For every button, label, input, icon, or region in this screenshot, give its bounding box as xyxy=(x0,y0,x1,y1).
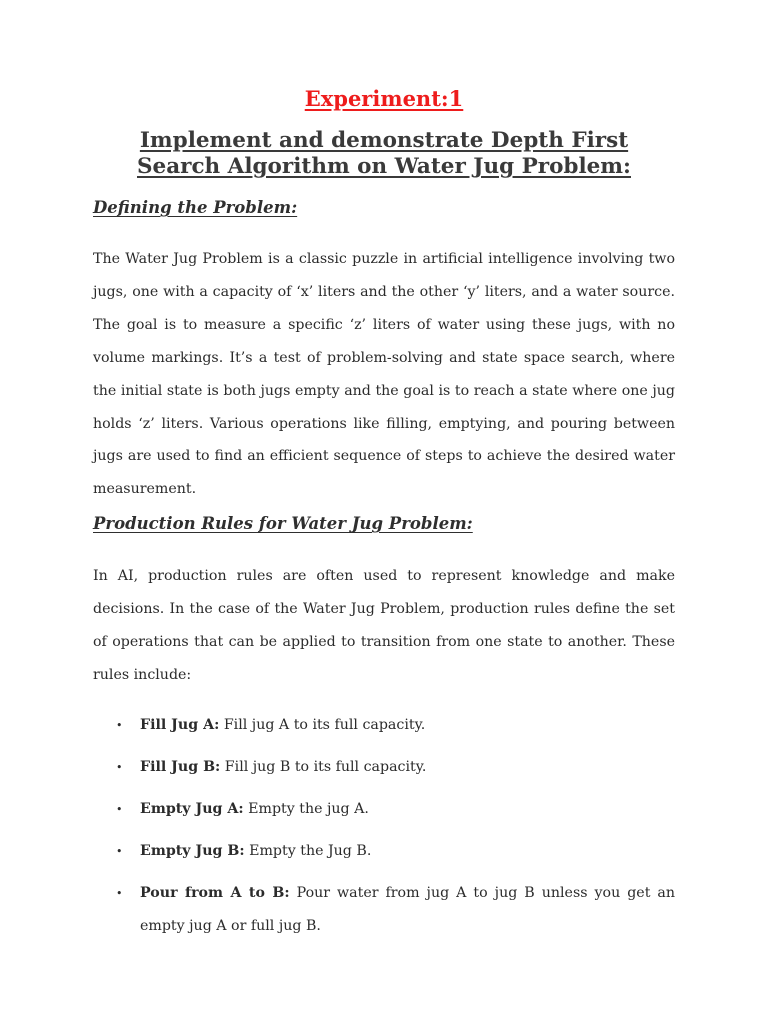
rule-text: Fill jug B to its full capacity. xyxy=(220,759,427,775)
section-heading-production-rules: Production Rules for Water Jug Problem: xyxy=(93,514,473,533)
experiment-title: Experiment:1 xyxy=(304,86,464,111)
rule-name: Empty Jug A: xyxy=(140,801,244,817)
rule-item-fill-jug-b xyxy=(93,751,675,784)
production-rules-list xyxy=(93,709,675,952)
rule-name: Empty Jug B: xyxy=(140,843,245,859)
bullet-icon: • xyxy=(116,803,123,816)
rule-text: Fill jug A to its full capacity. xyxy=(219,717,426,733)
rule-text: Empty the Jug B. xyxy=(244,843,372,859)
rule-name: Fill Jug B: xyxy=(140,759,221,775)
paragraph-production-rules: In AI, production rules are often used to represent knowledge and make decisions. In the case of the Water Jug Problem, production rules define the set of operations that can be applied to transition from one state to another. These rules include: xyxy=(93,568,675,683)
main-heading: Implement and demonstrate Depth First Search Algorithm on Water Jug Problem: xyxy=(137,128,631,179)
rule-item-fill-jug-a xyxy=(93,709,675,742)
rule-text: Pour water from jug A to jug B unless you get an empty jug A or full jug B. xyxy=(140,885,675,934)
rule-name: Pour from A to B: xyxy=(140,885,290,901)
rule-name: Fill Jug A: xyxy=(140,717,220,733)
rule-text: Empty the jug A. xyxy=(243,801,369,817)
bullet-icon: • xyxy=(116,719,123,732)
bullet-icon: • xyxy=(116,761,123,774)
rule-item-empty-jug-a xyxy=(93,793,675,826)
rule-item-empty-jug-b xyxy=(93,835,675,868)
rule-item-pour-a-to-b xyxy=(93,877,675,943)
bullet-icon: • xyxy=(116,887,123,900)
section-heading-defining-problem: Defining the Problem: xyxy=(93,198,298,217)
bullet-icon: • xyxy=(116,845,123,858)
paragraph-defining-problem: The Water Jug Problem is a classic puzzle in artificial intelligence involving two jugs, one with a capacity of ‘x’ liters and the other ‘y’ liters, and a water source. The goal is to measure a specific ‘z’ liters of water using these jugs, with no volume markings. It’s a test of problem-solving and state space search, where the initial state is both jugs empty and the goal is to reach a state where one jug holds ‘z’ liters. Various operations like filling, emptying, and pouring between jugs are used to find an efficient sequence of steps to achieve the desired water measurement. xyxy=(93,251,675,498)
